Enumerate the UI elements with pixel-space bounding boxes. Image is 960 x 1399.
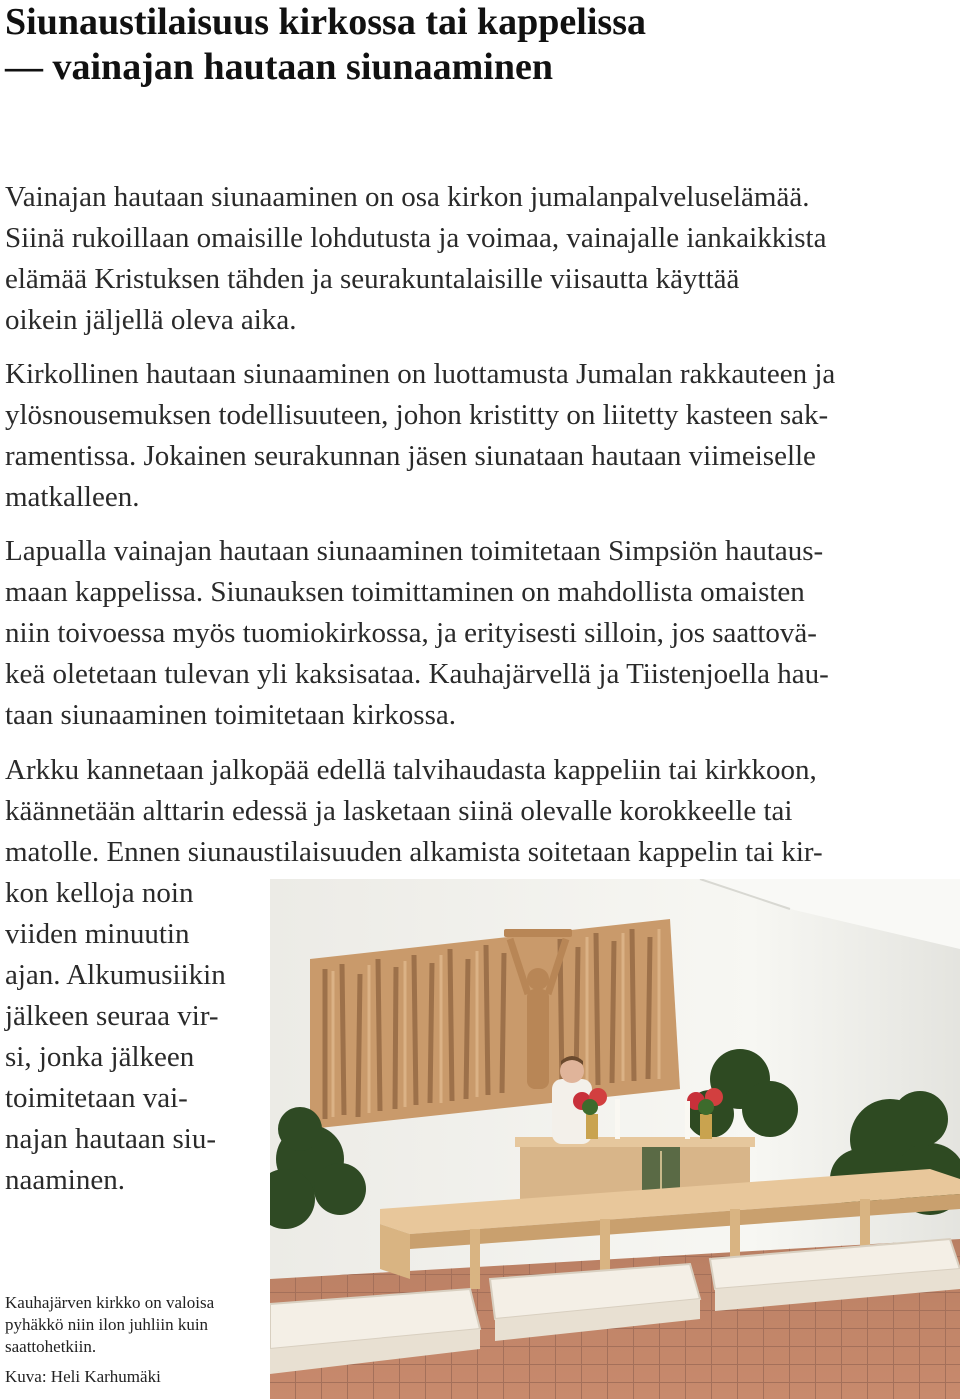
- caption-line: saattohetkiin.: [5, 1337, 97, 1356]
- caption-line: pyhäkkö niin ilon juhliin kuin: [5, 1315, 209, 1334]
- paragraph-casket: [5, 750, 950, 873]
- paragraph-lapua-chapel: [5, 531, 950, 736]
- text-line: keä oletetaan tulevan yli kaksisataa. Kauhajärvellä ja Tiistenjoella hau-: [5, 658, 829, 690]
- text-line: toimitetaan vai-: [5, 1082, 188, 1114]
- text-line: Arkku kannetaan jalkopää edellä talvihaudasta kappeliin tai kirkkoon,: [5, 754, 817, 786]
- paragraph-casket-continued: [5, 873, 265, 1201]
- text-line: si, jonka jälkeen: [5, 1041, 195, 1073]
- title-line: — vainajan hautaan siunaaminen: [5, 46, 553, 88]
- text-line: käännetään alttarin edessä ja lasketaan siinä olevalle korokkeelle tai: [5, 795, 793, 827]
- text-line: jälkeen seuraa vir-: [5, 1000, 219, 1032]
- text-line: viiden minuutin: [5, 918, 190, 950]
- church-interior-illustration: [270, 879, 960, 1399]
- text-line: niin toivoessa myös tuomiokirkossa, ja erityisesti silloin, jos saattovä-: [5, 617, 817, 649]
- paragraph-intro: [5, 177, 950, 341]
- text-line: elämää Kristuksen tähden ja seurakuntalaisille viisautta käyttää: [5, 263, 740, 295]
- text-line: ajan. Alkumusiikin: [5, 959, 226, 991]
- text-line: Lapualla vainajan hautaan siunaaminen toimitetaan Simpsiön hautaus-: [5, 535, 824, 567]
- text-line: maan kappelissa. Siunauksen toimittaminen on mahdollista omaisten: [5, 576, 805, 608]
- caption-line: Kauhajärven kirkko on valoisa: [5, 1293, 215, 1312]
- text-line: taan siunaaminen toimitetaan kirkossa.: [5, 699, 456, 731]
- title-line: Siunaustilaisuus kirkossa tai kappelissa: [5, 1, 646, 43]
- photo-caption: [5, 1292, 260, 1358]
- text-line: Siinä rukoillaan omaisille lohdutusta ja voimaa, vainajalle iankaikkista: [5, 222, 827, 254]
- photo-credit: Kuva: Heli Karhumäki: [5, 1367, 161, 1386]
- church-interior-photo: [270, 879, 960, 1399]
- paragraph-church-burial: [5, 354, 950, 518]
- text-line: naaminen.: [5, 1164, 125, 1196]
- text-line: kon kelloja noin: [5, 877, 194, 909]
- text-line: oikein jäljellä oleva aika.: [5, 304, 297, 336]
- text-line: Vainajan hautaan siunaaminen on osa kirkon jumalanpalveluselämää.: [5, 181, 810, 213]
- text-line: matkalleen.: [5, 481, 140, 513]
- text-line: ylösnousemuksen todellisuuteen, johon kristitty on liitetty kasteen sak-: [5, 399, 829, 431]
- text-line: ramentissa. Jokainen seurakunnan jäsen siunataan hautaan viimeiselle: [5, 440, 816, 472]
- text-line: matolle. Ennen siunaustilaisuuden alkamista soitetaan kappelin tai kir-: [5, 836, 823, 868]
- page-title: [5, 0, 646, 90]
- text-line: najan hautaan siu-: [5, 1123, 216, 1155]
- text-line: Kirkollinen hautaan siunaaminen on luottamusta Jumalan rakkauteen ja: [5, 358, 836, 390]
